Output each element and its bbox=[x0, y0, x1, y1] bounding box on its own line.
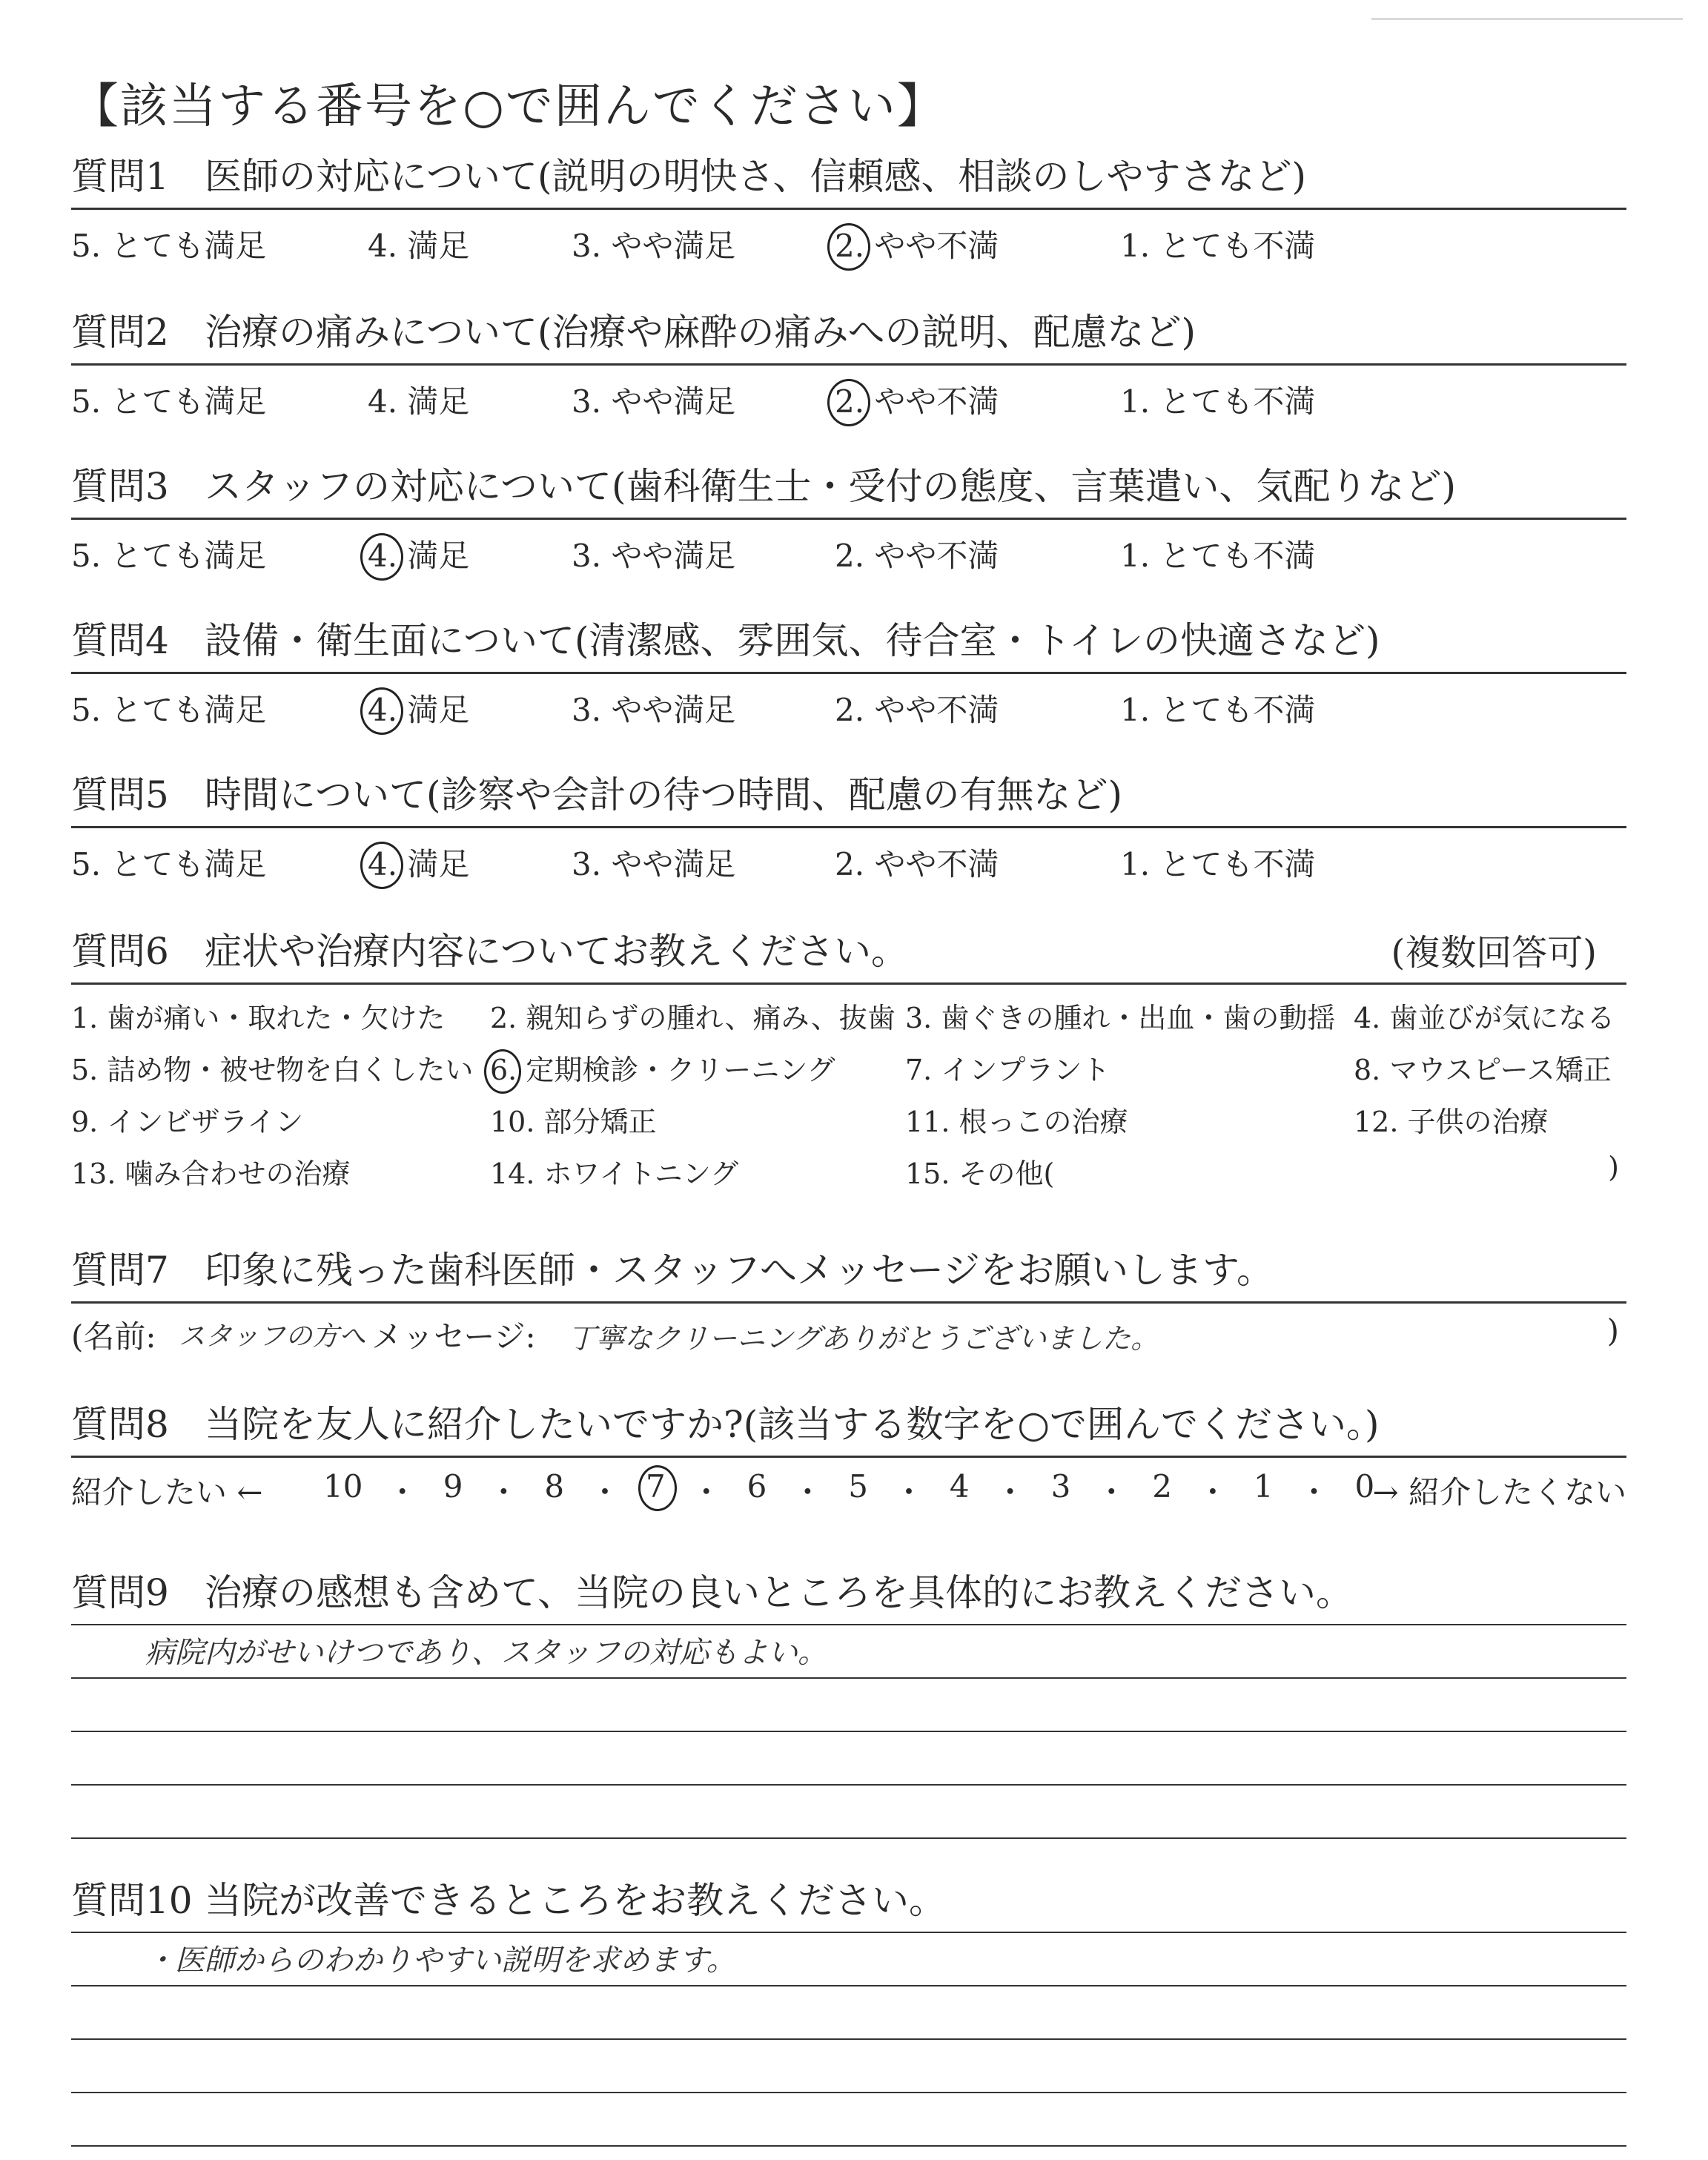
scale-10[interactable]: 10 bbox=[323, 1468, 363, 1505]
scale-left-label: 紹介したい ← bbox=[71, 1474, 263, 1510]
answer-line[interactable] bbox=[71, 1786, 1626, 1839]
satisfaction-options bbox=[71, 520, 1626, 573]
treatment-option-5[interactable]: 5. 詰め物・被せ物を白くしたい bbox=[71, 1054, 474, 1086]
question-header bbox=[71, 1249, 1626, 1304]
treatment-option-2[interactable]: 2. 親知らずの腫れ、痛み、抜歯 bbox=[490, 1002, 896, 1034]
option-2-circled[interactable]: 2. やや不満 bbox=[835, 383, 999, 420]
scale-4[interactable]: 4 bbox=[949, 1468, 970, 1505]
option-2[interactable]: 2. やや不満 bbox=[835, 538, 999, 574]
question-header bbox=[71, 311, 1626, 366]
satisfaction-options bbox=[71, 674, 1626, 727]
treatment-option-10[interactable]: 10. 部分矯正 bbox=[490, 1106, 657, 1138]
question-text: 印象に残った歯科医師・スタッフへメッセージをお願いします。 bbox=[205, 1249, 1274, 1292]
scale-1[interactable]: 1 bbox=[1253, 1468, 1274, 1505]
question-4 bbox=[71, 620, 1626, 727]
message-label: メッセージ: bbox=[371, 1318, 536, 1355]
satisfaction-options bbox=[71, 828, 1626, 882]
answer-lines bbox=[71, 1932, 1626, 2147]
option-3[interactable]: 3. やや満足 bbox=[572, 846, 736, 882]
scan-edge-line bbox=[1371, 18, 1683, 20]
question-label: 質問6 bbox=[71, 930, 169, 973]
question-label: 質問5 bbox=[71, 773, 169, 816]
treatment-option-11[interactable]: 11. 根っこの治療 bbox=[905, 1106, 1128, 1138]
option-5[interactable]: 5. とても満足 bbox=[71, 228, 267, 264]
satisfaction-options bbox=[71, 210, 1626, 263]
question-text: 症状や治療内容についてお教えください。 bbox=[205, 930, 908, 973]
question-label: 質問2 bbox=[71, 311, 169, 354]
treatment-option-3[interactable]: 3. 歯ぐきの腫れ・出血・歯の動揺 bbox=[905, 1002, 1336, 1034]
question-label: 質問7 bbox=[71, 1249, 169, 1292]
option-5[interactable]: 5. とても満足 bbox=[71, 846, 267, 882]
answer-lines bbox=[71, 1624, 1626, 1839]
handwritten-answer: ・医師からのわかりやすい説明を求めます。 bbox=[145, 1943, 736, 1978]
option-4[interactable]: 4. 満足 bbox=[368, 228, 470, 264]
option-2[interactable]: 2. やや不満 bbox=[835, 692, 999, 728]
multiple-answer-note: (複数回答可) bbox=[1391, 932, 1597, 974]
question-label: 質問9 bbox=[71, 1571, 169, 1614]
question-text: 設備・衛生面について(清潔感、雰囲気、待合室・トイレの快適さなど) bbox=[205, 619, 1380, 662]
answer-line[interactable] bbox=[71, 1679, 1626, 1732]
option-3[interactable]: 3. やや満足 bbox=[572, 538, 736, 574]
question-7 bbox=[71, 1249, 1626, 1355]
question-label: 質問4 bbox=[71, 619, 169, 662]
option-5[interactable]: 5. とても満足 bbox=[71, 538, 267, 574]
option-2[interactable]: 2. やや不満 bbox=[835, 846, 999, 882]
question-text: 当院を友人に紹介したいですか?(該当する数字を○で囲んでください。) bbox=[205, 1403, 1380, 1446]
message-row bbox=[71, 1304, 1626, 1355]
name-label: (名前: bbox=[71, 1318, 156, 1355]
scale-6[interactable]: 6 bbox=[747, 1468, 767, 1505]
answer-line[interactable] bbox=[71, 1986, 1626, 2040]
name-field[interactable]: スタッフの方へ bbox=[179, 1321, 366, 1352]
question-1 bbox=[71, 156, 1626, 263]
answer-line[interactable] bbox=[71, 2093, 1626, 2147]
scale-separator: ・ bbox=[488, 1474, 520, 1510]
question-header bbox=[71, 466, 1626, 520]
question-label: 質問1 bbox=[71, 155, 169, 198]
scale-separator: ・ bbox=[792, 1474, 824, 1510]
scale-separator: ・ bbox=[1196, 1474, 1228, 1510]
question-3 bbox=[71, 466, 1626, 573]
option-1[interactable]: 1. とても不満 bbox=[1120, 383, 1316, 420]
treatment-option-15[interactable]: 15. その他( bbox=[905, 1157, 1055, 1190]
option-4-circled[interactable]: 4. 満足 bbox=[368, 538, 470, 574]
question-text: 当院が改善できるところをお教えください。 bbox=[205, 1879, 946, 1922]
option-4-circled[interactable]: 4. 満足 bbox=[368, 692, 470, 728]
treatment-option-12[interactable]: 12. 子供の治療 bbox=[1354, 1106, 1549, 1138]
scale-separator: ・ bbox=[1298, 1474, 1330, 1510]
recommend-scale bbox=[71, 1458, 1626, 1517]
scale-separator: ・ bbox=[690, 1474, 722, 1510]
scale-separator: ・ bbox=[994, 1474, 1026, 1510]
other-close-paren: ) bbox=[1608, 1151, 1619, 1183]
scale-separator: ・ bbox=[1096, 1474, 1128, 1510]
option-1[interactable]: 1. とても不満 bbox=[1120, 228, 1316, 264]
option-4-circled[interactable]: 4. 満足 bbox=[368, 846, 470, 882]
option-5[interactable]: 5. とても満足 bbox=[71, 692, 267, 728]
handwritten-answer: 病院内がせいけつであり、スタッフの対応もよい。 bbox=[145, 1636, 827, 1670]
treatment-option-7[interactable]: 7. インプラント bbox=[905, 1054, 1110, 1086]
scale-numbers bbox=[323, 1468, 1376, 1513]
answer-line[interactable] bbox=[71, 2040, 1626, 2093]
question-text: 治療の痛みについて(治療や麻酔の痛みへの説明、配慮など) bbox=[205, 311, 1196, 354]
scale-0[interactable]: 0 bbox=[1354, 1468, 1375, 1505]
message-field[interactable]: 丁寧なクリーニングありがとうございました。 bbox=[568, 1322, 1159, 1355]
question-header bbox=[71, 620, 1626, 674]
treatment-option-9[interactable]: 9. インビザライン bbox=[71, 1106, 304, 1138]
question-header bbox=[71, 774, 1626, 828]
treatment-option-8[interactable]: 8. マウスピース矯正 bbox=[1354, 1054, 1612, 1086]
scale-2[interactable]: 2 bbox=[1152, 1468, 1172, 1505]
option-3[interactable]: 3. やや満足 bbox=[572, 228, 736, 264]
option-4[interactable]: 4. 満足 bbox=[368, 383, 470, 420]
option-2-circled[interactable]: 2. やや不満 bbox=[835, 228, 999, 264]
question-label: 質問10 bbox=[71, 1879, 193, 1922]
scale-8[interactable]: 8 bbox=[544, 1468, 565, 1505]
treatment-options-grid bbox=[71, 985, 1626, 1192]
answer-line[interactable] bbox=[71, 1932, 1626, 1986]
option-3[interactable]: 3. やや満足 bbox=[572, 383, 736, 420]
question-label: 質問8 bbox=[71, 1403, 169, 1446]
treatment-option-14[interactable]: 14. ホワイトニング bbox=[490, 1157, 739, 1190]
question-text: 時間について(診察や会計の待つ時間、配慮の有無など) bbox=[205, 773, 1123, 816]
option-5[interactable]: 5. とても満足 bbox=[71, 383, 267, 420]
question-text: スタッフの対応について(歯科衛生士・受付の態度、言葉遣い、気配りなど) bbox=[205, 465, 1457, 508]
question-header bbox=[71, 1880, 1626, 1932]
scale-separator: ・ bbox=[589, 1474, 621, 1510]
answer-line[interactable] bbox=[71, 1732, 1626, 1786]
message-close-paren: ) bbox=[1606, 1312, 1619, 1349]
question-label: 質問3 bbox=[71, 465, 169, 508]
question-header bbox=[71, 931, 1626, 985]
satisfaction-options bbox=[71, 366, 1626, 419]
scale-right-label: → 紹介したくない bbox=[1372, 1474, 1626, 1510]
answer-line[interactable] bbox=[71, 1624, 1626, 1679]
scale-3[interactable]: 3 bbox=[1050, 1468, 1071, 1505]
treatment-option-4[interactable]: 4. 歯並びが気になる bbox=[1354, 1002, 1615, 1034]
scale-separator: ・ bbox=[386, 1474, 418, 1510]
scale-5[interactable]: 5 bbox=[848, 1468, 869, 1505]
option-1[interactable]: 1. とても不満 bbox=[1120, 692, 1316, 728]
option-1[interactable]: 1. とても不満 bbox=[1120, 846, 1316, 882]
question-header bbox=[71, 156, 1626, 210]
option-3[interactable]: 3. やや満足 bbox=[572, 692, 736, 728]
question-text: 医師の対応について(説明の明快さ、信頼感、相談のしやすさなど) bbox=[205, 155, 1307, 198]
question-10 bbox=[71, 1880, 1626, 2147]
treatment-option-13[interactable]: 13. 噛み合わせの治療 bbox=[71, 1157, 351, 1190]
question-2 bbox=[71, 311, 1626, 419]
treatment-option-6-circled[interactable]: 6. 定期検診・クリーニング bbox=[490, 1054, 835, 1086]
question-5 bbox=[71, 774, 1626, 882]
scale-9[interactable]: 9 bbox=[443, 1468, 463, 1505]
treatment-option-1[interactable]: 1. 歯が痛い・取れた・欠けた bbox=[71, 1002, 446, 1034]
question-6 bbox=[71, 931, 1626, 1192]
question-text: 治療の感想も含めて、当院の良いところを具体的にお教えください。 bbox=[205, 1571, 1353, 1614]
page-title: 【該当する番号を○で囲んでください】 bbox=[71, 79, 946, 134]
option-1[interactable]: 1. とても不満 bbox=[1120, 538, 1316, 574]
scale-7-circled[interactable]: 7 bbox=[644, 1468, 666, 1513]
question-header bbox=[71, 1404, 1626, 1458]
question-9 bbox=[71, 1572, 1626, 1839]
question-8 bbox=[71, 1404, 1626, 1517]
question-header bbox=[71, 1572, 1626, 1624]
scale-separator: ・ bbox=[893, 1474, 924, 1510]
